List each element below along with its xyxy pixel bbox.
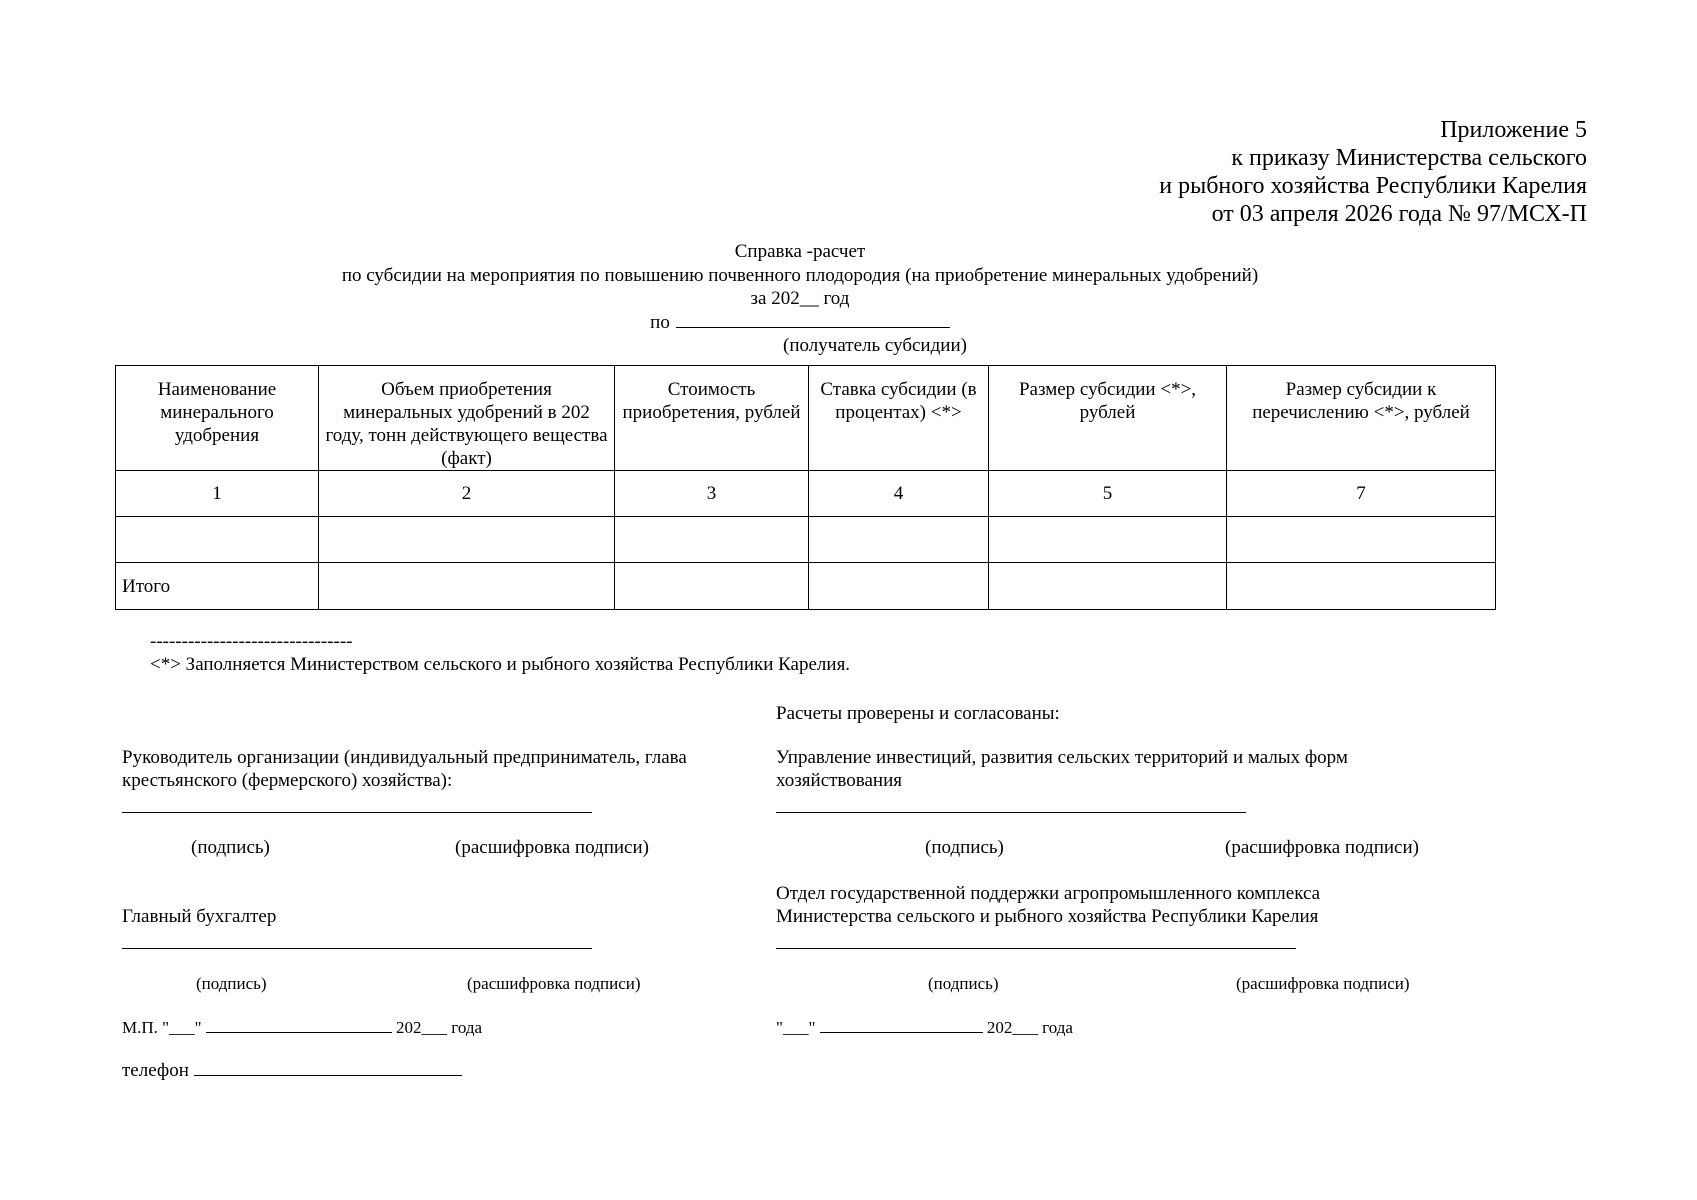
checked-label: Расчеты проверены и согласованы: xyxy=(776,703,1060,724)
head-signature-line[interactable] xyxy=(122,812,592,813)
column-number: 2 xyxy=(319,471,615,517)
table-cell[interactable] xyxy=(319,517,615,563)
column-number: 3 xyxy=(615,471,809,517)
header-subsidy-amount: Размер субсидии <*>, рублей xyxy=(989,366,1227,471)
dept1-decoding-caption: (расшифровка подписи) xyxy=(1225,837,1419,858)
dept2-signature-caption: (подпись) xyxy=(928,974,999,993)
right-date-month-blank[interactable] xyxy=(820,1018,983,1033)
dept2-signature-line[interactable] xyxy=(776,948,1296,949)
footnote-text: <*> Заполняется Министерством сельского и рыбного хозяйства Республики Карелия. xyxy=(150,654,851,675)
table-cell[interactable] xyxy=(615,563,809,610)
header-purchase-cost: Стоимость приобретения, рублей xyxy=(615,366,809,471)
column-number: 4 xyxy=(809,471,989,517)
table-cell[interactable] xyxy=(809,517,989,563)
dept2-label-line-2: Министерства сельского и рыбного хозяйства Республики Карелия xyxy=(776,906,1319,927)
right-date-prefix: "___" xyxy=(776,1018,816,1037)
title-line-2: по субсидии на мероприятия по повышению почвенного плодородия (на приобретение минеральных удобрений) xyxy=(341,264,1259,286)
subsidy-table xyxy=(115,365,1496,610)
header-subsidy-transfer: Размер субсидии к перечислению <*>, рублей xyxy=(1227,366,1496,471)
recipient-row xyxy=(0,311,1600,335)
left-date-row xyxy=(122,1016,482,1039)
header-purchase-volume: Объем приобретения минеральных удобрений в 202 году, тонн действующего вещества (факт) xyxy=(319,366,615,471)
table-header-row xyxy=(116,366,1496,471)
document-title xyxy=(0,240,1600,358)
left-date-month-blank[interactable] xyxy=(206,1018,392,1033)
accountant-signature-caption: (подпись) xyxy=(196,974,267,993)
head-label: Руководитель организации (индивидуальный предприниматель, глава крестьянского (фермерского) хозяйства): xyxy=(122,747,687,791)
header-subsidy-rate: Ставка субсидии (в процентах) <*> xyxy=(809,366,989,471)
table-total-row xyxy=(116,563,1496,610)
appendix-line-4: от 03 апреля 2026 года № 97/МСХ-П xyxy=(1211,201,1587,227)
phone-blank[interactable] xyxy=(194,1061,462,1076)
title-line-3: за 202__ год xyxy=(750,288,850,309)
dept1-label: Управление инвестиций, развития сельских территорий и малых форм хозяйствования xyxy=(776,747,1348,791)
table-cell[interactable] xyxy=(809,563,989,610)
head-signature-caption: (подпись) xyxy=(191,837,270,858)
left-date-year: 202___ года xyxy=(396,1018,483,1037)
table-cell[interactable] xyxy=(989,563,1227,610)
appendix-line-3: и рыбного хозяйства Республики Карелия xyxy=(1159,173,1587,199)
right-date-year: 202___ года xyxy=(986,1018,1073,1037)
phone-label: телефон xyxy=(122,1060,189,1081)
appendix-line-2: к приказу Министерства сельского xyxy=(1231,145,1587,171)
recipient-blank-line xyxy=(676,311,950,328)
accountant-signature-line[interactable] xyxy=(122,948,592,949)
dept2-label-line-1: Отдел государственной поддержки агропромышленного комплекса xyxy=(776,883,1321,904)
accountant-label: Главный бухгалтер xyxy=(122,906,277,927)
recipient-prefix: по xyxy=(650,311,670,333)
table-cell[interactable] xyxy=(989,517,1227,563)
recipient-caption: (получатель субсидии) xyxy=(783,335,967,356)
table-cell[interactable] xyxy=(116,517,319,563)
table-row xyxy=(116,517,1496,563)
table-cell[interactable] xyxy=(319,563,615,610)
column-number: 1 xyxy=(116,471,319,517)
column-number: 7 xyxy=(1227,471,1496,517)
head-decoding-caption: (расшифровка подписи) xyxy=(455,837,649,858)
left-date-prefix: М.П. "___" xyxy=(122,1018,202,1037)
table-cell[interactable] xyxy=(615,517,809,563)
phone-row xyxy=(122,1059,462,1082)
table-number-row xyxy=(116,471,1496,517)
title-line-1: Справка -расчет xyxy=(734,241,866,262)
total-label: Итого xyxy=(116,563,319,610)
dept1-signature-line[interactable] xyxy=(776,812,1246,813)
column-number: 5 xyxy=(989,471,1227,517)
dept2-decoding-caption: (расшифровка подписи) xyxy=(1236,974,1410,993)
right-date-row xyxy=(776,1016,1073,1039)
appendix-header xyxy=(1159,116,1587,228)
header-fertilizer-name: Наименование минерального удобрения xyxy=(116,366,319,471)
appendix-line-1: Приложение 5 xyxy=(1440,117,1587,143)
accountant-decoding-caption: (расшифровка подписи) xyxy=(467,974,641,993)
table-cell[interactable] xyxy=(1227,517,1496,563)
dept1-signature-caption: (подпись) xyxy=(925,837,1004,858)
footnote-separator: -------------------------------- xyxy=(150,631,353,652)
table-cell[interactable] xyxy=(1227,563,1496,610)
